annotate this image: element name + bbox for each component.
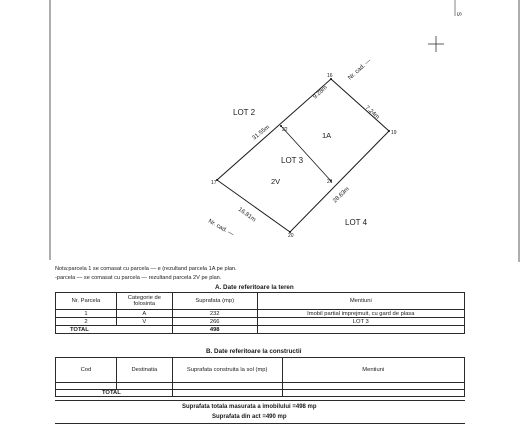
dimension-label: 28.63m [332, 186, 351, 205]
column-header: Suprafata (mp) [172, 293, 257, 310]
land-data-table [55, 292, 465, 334]
point-label: 20 [288, 233, 294, 239]
point-label: 19 [391, 130, 397, 136]
table-cell [257, 326, 464, 334]
dimension-label: 9.28m [312, 84, 329, 101]
note-line: -parcela — se comasat cu parcela — rezultand parcela 2V pe plan. [55, 275, 222, 281]
table-cell: V [116, 318, 172, 326]
point-label: 22 [282, 127, 288, 133]
table-cell: LOT 3 [257, 318, 464, 326]
road-label: Nr. cad. — [347, 58, 373, 82]
table-cell [172, 390, 282, 397]
table-cell: 1 [56, 310, 117, 318]
column-header: Destinatia [116, 358, 172, 383]
column-header: Cod [56, 358, 117, 383]
point-label: 16 [327, 73, 333, 79]
column-header: Categorie de folosinta [116, 293, 172, 310]
lot-label: LOT 4 [345, 218, 368, 227]
road-label: Nr. cad. — [207, 218, 235, 238]
table-row [56, 310, 465, 318]
table-cell [56, 383, 117, 390]
table-cell: 2 [56, 318, 117, 326]
point-label: 17 [211, 180, 217, 186]
lot-label: LOT 3 [281, 156, 304, 165]
footer-divider [55, 400, 465, 401]
area-from-deed: Suprafata din act =490 mp [212, 414, 287, 420]
table-cell [282, 390, 464, 397]
dimension-label: 7.24m [363, 105, 381, 121]
table-header-row [56, 358, 465, 383]
table-total-row [56, 326, 465, 334]
total-measured-area: Suprafata totala masurata a imobilului =498 mp [182, 404, 317, 410]
parcel-label: 2V [271, 177, 281, 186]
column-header: Suprafata construita la sol (mp) [172, 358, 282, 383]
table-cell [116, 383, 172, 390]
table-header-row [56, 293, 465, 310]
column-header: Nr. Parcela [56, 293, 117, 310]
construction-data-table [55, 357, 465, 397]
table-row [56, 383, 465, 390]
corner-mark: S [455, 12, 461, 17]
note-line: Nota:parcela 1 se comasat cu parcela — e (rezultand parcela 1A pe plan. [55, 266, 237, 272]
table-cell: 232 [172, 310, 257, 318]
dimension-label: 31.55m [251, 124, 272, 142]
column-header: Mentiuni [282, 358, 464, 383]
total-label: TOTAL [56, 390, 173, 397]
section-a-title: A. Date referitoare la teren [215, 284, 294, 291]
total-value: 498 [172, 326, 257, 334]
table-cell: A [116, 310, 172, 318]
table-cell [282, 383, 464, 390]
total-label: TOTAL [56, 326, 173, 334]
table-cell: Imobil partial imprejmuit, cu gard de plasa [257, 310, 464, 318]
footer-divider [55, 423, 465, 424]
parcel-label: 1A [322, 131, 332, 140]
table-cell: 266 [172, 318, 257, 326]
dimension-label: 16.81m [236, 206, 257, 224]
point-label: 21 [327, 179, 333, 185]
point-marker [388, 130, 390, 132]
table-total-row [56, 390, 465, 397]
section-b-title: B. Date referitoare la constructii [206, 348, 302, 355]
table-cell [172, 383, 282, 390]
lot-label: LOT 2 [233, 108, 256, 117]
table-row [56, 318, 465, 326]
column-header: Mentiuni [257, 293, 464, 310]
